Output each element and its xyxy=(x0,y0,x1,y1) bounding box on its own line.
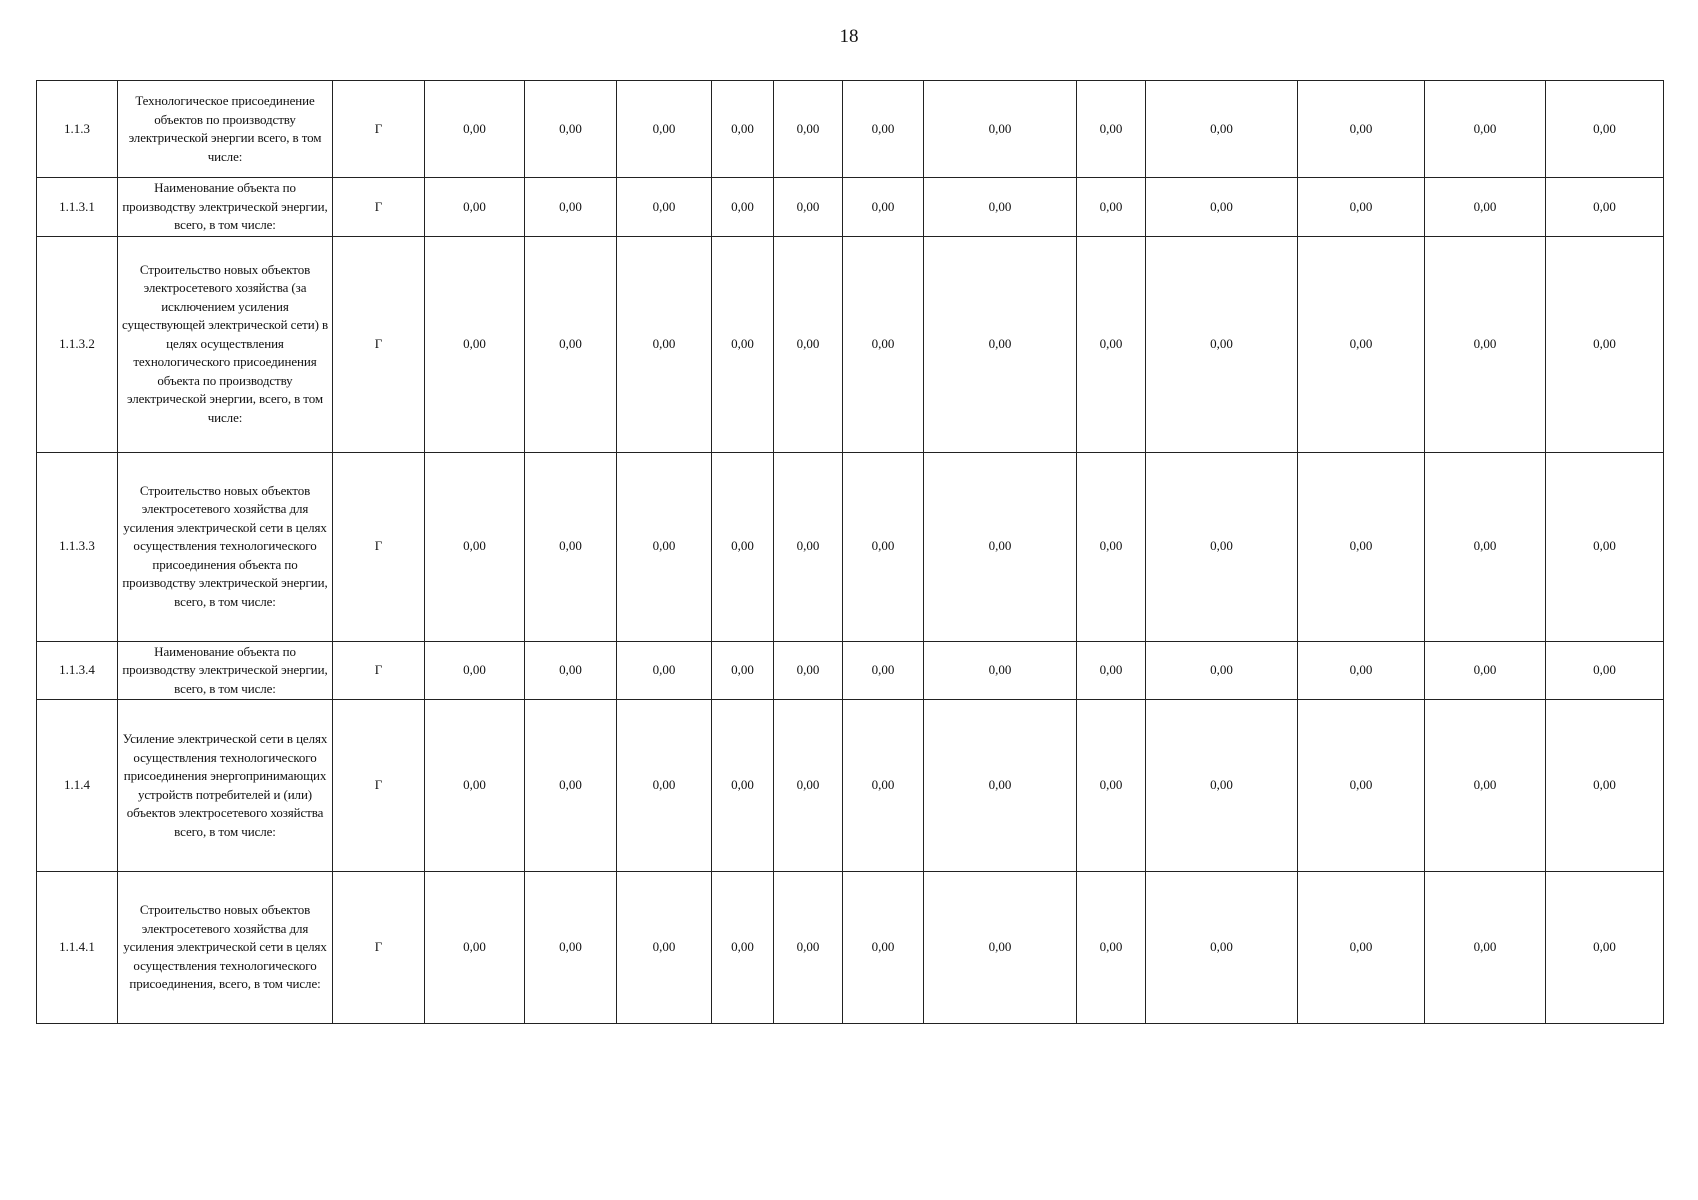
value-cell: 0,00 xyxy=(712,236,774,452)
value-cell: 0,00 xyxy=(1546,641,1664,700)
value-cell: 0,00 xyxy=(1425,236,1546,452)
investment-table xyxy=(36,80,1664,1024)
value-cell: 0,00 xyxy=(525,81,617,178)
row-unit: Г xyxy=(333,452,425,641)
row-unit: Г xyxy=(333,700,425,872)
value-cell: 0,00 xyxy=(1425,452,1546,641)
page-number: 18 xyxy=(839,26,859,47)
value-cell: 0,00 xyxy=(525,452,617,641)
value-cell: 0,00 xyxy=(924,452,1077,641)
value-cell: 0,00 xyxy=(425,700,525,872)
value-cell: 0,00 xyxy=(1298,236,1425,452)
row-code: 1.1.3.3 xyxy=(37,452,118,641)
value-cell: 0,00 xyxy=(1425,178,1546,237)
value-cell: 0,00 xyxy=(1425,81,1546,178)
table-row xyxy=(37,641,1664,700)
value-cell: 0,00 xyxy=(924,872,1077,1024)
value-cell: 0,00 xyxy=(1146,452,1298,641)
value-cell: 0,00 xyxy=(843,81,924,178)
value-cell: 0,00 xyxy=(1077,872,1146,1024)
row-name: Технологическое присоединение объектов по производству электрической энергии всего, в том числе: xyxy=(118,81,333,178)
value-cell: 0,00 xyxy=(1077,178,1146,237)
value-cell: 0,00 xyxy=(1546,236,1664,452)
row-name: Строительство новых объектов электросетевого хозяйства (за исключением усиления существующей электрической сети) в целях осуществления технологического присоединения объекта по производству электрической энергии, всего, в том числе: xyxy=(118,236,333,452)
value-cell: 0,00 xyxy=(1546,452,1664,641)
table-row xyxy=(37,178,1664,237)
row-name: Наименование объекта по производству электрической энергии, всего, в том числе: xyxy=(118,641,333,700)
value-cell: 0,00 xyxy=(774,81,843,178)
row-name: Наименование объекта по производству электрической энергии, всего, в том числе: xyxy=(118,178,333,237)
value-cell: 0,00 xyxy=(525,872,617,1024)
value-cell: 0,00 xyxy=(843,700,924,872)
table-row xyxy=(37,452,1664,641)
value-cell: 0,00 xyxy=(525,236,617,452)
value-cell: 0,00 xyxy=(1546,872,1664,1024)
value-cell: 0,00 xyxy=(774,700,843,872)
value-cell: 0,00 xyxy=(774,452,843,641)
value-cell: 0,00 xyxy=(1298,641,1425,700)
value-cell: 0,00 xyxy=(843,178,924,237)
value-cell: 0,00 xyxy=(617,700,712,872)
value-cell: 0,00 xyxy=(1298,452,1425,641)
row-name: Строительство новых объектов электросетевого хозяйства для усиления электрической сети в целях осуществления технологического присоединения объекта по производству электрической энергии, всего, в том числе: xyxy=(118,452,333,641)
row-unit: Г xyxy=(333,236,425,452)
value-cell: 0,00 xyxy=(617,872,712,1024)
value-cell: 0,00 xyxy=(924,641,1077,700)
value-cell: 0,00 xyxy=(425,872,525,1024)
value-cell: 0,00 xyxy=(1546,81,1664,178)
value-cell: 0,00 xyxy=(425,178,525,237)
value-cell: 0,00 xyxy=(425,81,525,178)
value-cell: 0,00 xyxy=(1077,700,1146,872)
table-row xyxy=(37,81,1664,178)
value-cell: 0,00 xyxy=(1298,81,1425,178)
value-cell: 0,00 xyxy=(843,641,924,700)
value-cell: 0,00 xyxy=(1546,178,1664,237)
value-cell: 0,00 xyxy=(712,700,774,872)
value-cell: 0,00 xyxy=(1298,178,1425,237)
value-cell: 0,00 xyxy=(525,700,617,872)
row-code: 1.1.3 xyxy=(37,81,118,178)
row-unit: Г xyxy=(333,641,425,700)
value-cell: 0,00 xyxy=(924,178,1077,237)
value-cell: 0,00 xyxy=(1146,81,1298,178)
value-cell: 0,00 xyxy=(1298,872,1425,1024)
value-cell: 0,00 xyxy=(843,452,924,641)
table-body xyxy=(37,81,1664,1024)
value-cell: 0,00 xyxy=(1077,641,1146,700)
value-cell: 0,00 xyxy=(774,236,843,452)
value-cell: 0,00 xyxy=(617,81,712,178)
row-code: 1.1.3.2 xyxy=(37,236,118,452)
row-code: 1.1.4 xyxy=(37,700,118,872)
table-row xyxy=(37,872,1664,1024)
value-cell: 0,00 xyxy=(774,641,843,700)
value-cell: 0,00 xyxy=(1146,872,1298,1024)
value-cell: 0,00 xyxy=(617,641,712,700)
row-code: 1.1.3.1 xyxy=(37,178,118,237)
row-unit: Г xyxy=(333,178,425,237)
value-cell: 0,00 xyxy=(425,641,525,700)
value-cell: 0,00 xyxy=(1425,700,1546,872)
value-cell: 0,00 xyxy=(843,236,924,452)
value-cell: 0,00 xyxy=(425,236,525,452)
row-unit: Г xyxy=(333,81,425,178)
value-cell: 0,00 xyxy=(525,178,617,237)
value-cell: 0,00 xyxy=(525,641,617,700)
value-cell: 0,00 xyxy=(712,641,774,700)
value-cell: 0,00 xyxy=(1546,700,1664,872)
value-cell: 0,00 xyxy=(712,452,774,641)
row-unit: Г xyxy=(333,872,425,1024)
table-row xyxy=(37,700,1664,872)
value-cell: 0,00 xyxy=(1077,236,1146,452)
value-cell: 0,00 xyxy=(1146,236,1298,452)
row-code: 1.1.3.4 xyxy=(37,641,118,700)
row-name: Усиление электрической сети в целях осуществления технологического присоединения энергопринимающих устройств потребителей и (или) объектов электросетевого хозяйства всего, в том числе: xyxy=(118,700,333,872)
value-cell: 0,00 xyxy=(1146,700,1298,872)
value-cell: 0,00 xyxy=(1146,178,1298,237)
value-cell: 0,00 xyxy=(924,236,1077,452)
value-cell: 0,00 xyxy=(1146,641,1298,700)
row-name: Строительство новых объектов электросетевого хозяйства для усиления электрической сети в целях осуществления технологического присоединения, всего, в том числе: xyxy=(118,872,333,1024)
value-cell: 0,00 xyxy=(712,81,774,178)
value-cell: 0,00 xyxy=(617,236,712,452)
value-cell: 0,00 xyxy=(1077,81,1146,178)
value-cell: 0,00 xyxy=(1298,700,1425,872)
value-cell: 0,00 xyxy=(617,178,712,237)
value-cell: 0,00 xyxy=(924,700,1077,872)
value-cell: 0,00 xyxy=(774,872,843,1024)
value-cell: 0,00 xyxy=(425,452,525,641)
value-cell: 0,00 xyxy=(712,178,774,237)
value-cell: 0,00 xyxy=(1425,641,1546,700)
row-code: 1.1.4.1 xyxy=(37,872,118,1024)
value-cell: 0,00 xyxy=(843,872,924,1024)
value-cell: 0,00 xyxy=(617,452,712,641)
value-cell: 0,00 xyxy=(712,872,774,1024)
value-cell: 0,00 xyxy=(1425,872,1546,1024)
value-cell: 0,00 xyxy=(774,178,843,237)
value-cell: 0,00 xyxy=(924,81,1077,178)
value-cell: 0,00 xyxy=(1077,452,1146,641)
table-row xyxy=(37,236,1664,452)
